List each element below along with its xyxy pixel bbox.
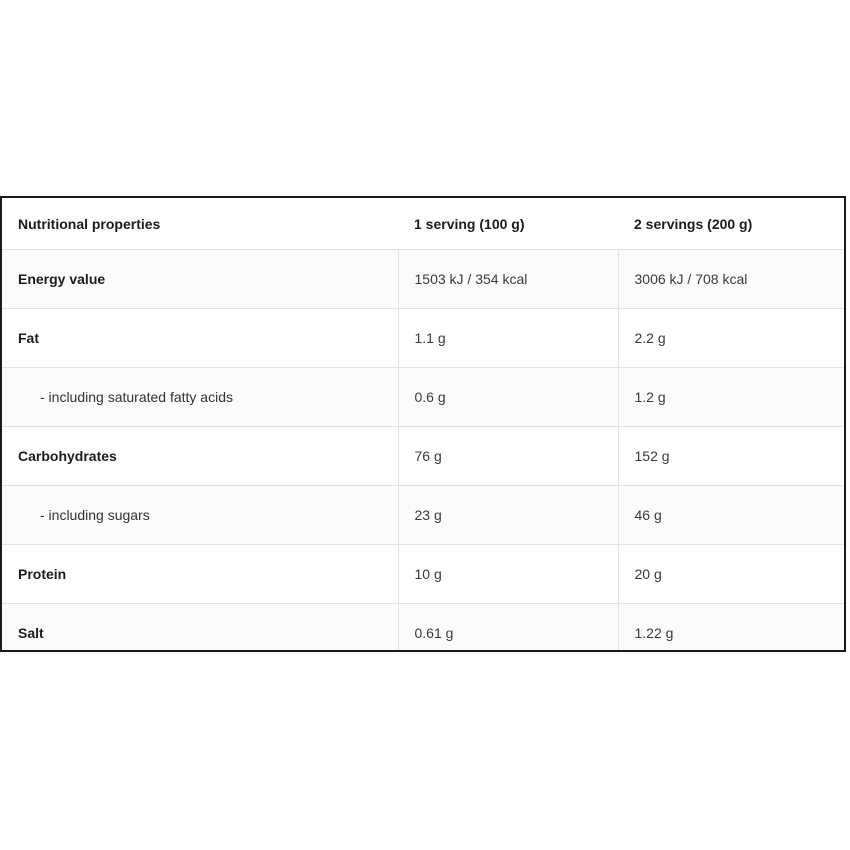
nutrient-name: Salt xyxy=(2,604,398,653)
header-one-serving: 1 serving (100 g) xyxy=(398,198,618,250)
value-two-servings: 1.2 g xyxy=(618,368,846,427)
value-one-serving: 23 g xyxy=(398,486,618,545)
value-one-serving: 0.6 g xyxy=(398,368,618,427)
table-row xyxy=(2,309,846,368)
value-one-serving: 0.61 g xyxy=(398,604,618,653)
value-two-servings: 20 g xyxy=(618,545,846,604)
nutrient-name: - including saturated fatty acids xyxy=(2,368,398,427)
table-row xyxy=(2,604,846,653)
value-one-serving: 10 g xyxy=(398,545,618,604)
value-two-servings: 46 g xyxy=(618,486,846,545)
value-one-serving: 1.1 g xyxy=(398,309,618,368)
table-row xyxy=(2,486,846,545)
header-nutritional-properties: Nutritional properties xyxy=(2,198,398,250)
table-row xyxy=(2,545,846,604)
nutrient-name: Energy value xyxy=(2,250,398,309)
nutrition-table-frame xyxy=(0,196,846,652)
value-two-servings: 1.22 g xyxy=(618,604,846,653)
nutrient-name: Carbohydrates xyxy=(2,427,398,486)
table-header-row xyxy=(2,198,846,250)
value-one-serving: 1503 kJ / 354 kcal xyxy=(398,250,618,309)
nutrient-name: Fat xyxy=(2,309,398,368)
table-row xyxy=(2,250,846,309)
table-row xyxy=(2,427,846,486)
value-two-servings: 2.2 g xyxy=(618,309,846,368)
nutrition-table xyxy=(2,198,846,652)
value-two-servings: 3006 kJ / 708 kcal xyxy=(618,250,846,309)
nutrient-name: Protein xyxy=(2,545,398,604)
table-row xyxy=(2,368,846,427)
value-two-servings: 152 g xyxy=(618,427,846,486)
value-one-serving: 76 g xyxy=(398,427,618,486)
header-two-servings: 2 servings (200 g) xyxy=(618,198,846,250)
nutrient-name: - including sugars xyxy=(2,486,398,545)
